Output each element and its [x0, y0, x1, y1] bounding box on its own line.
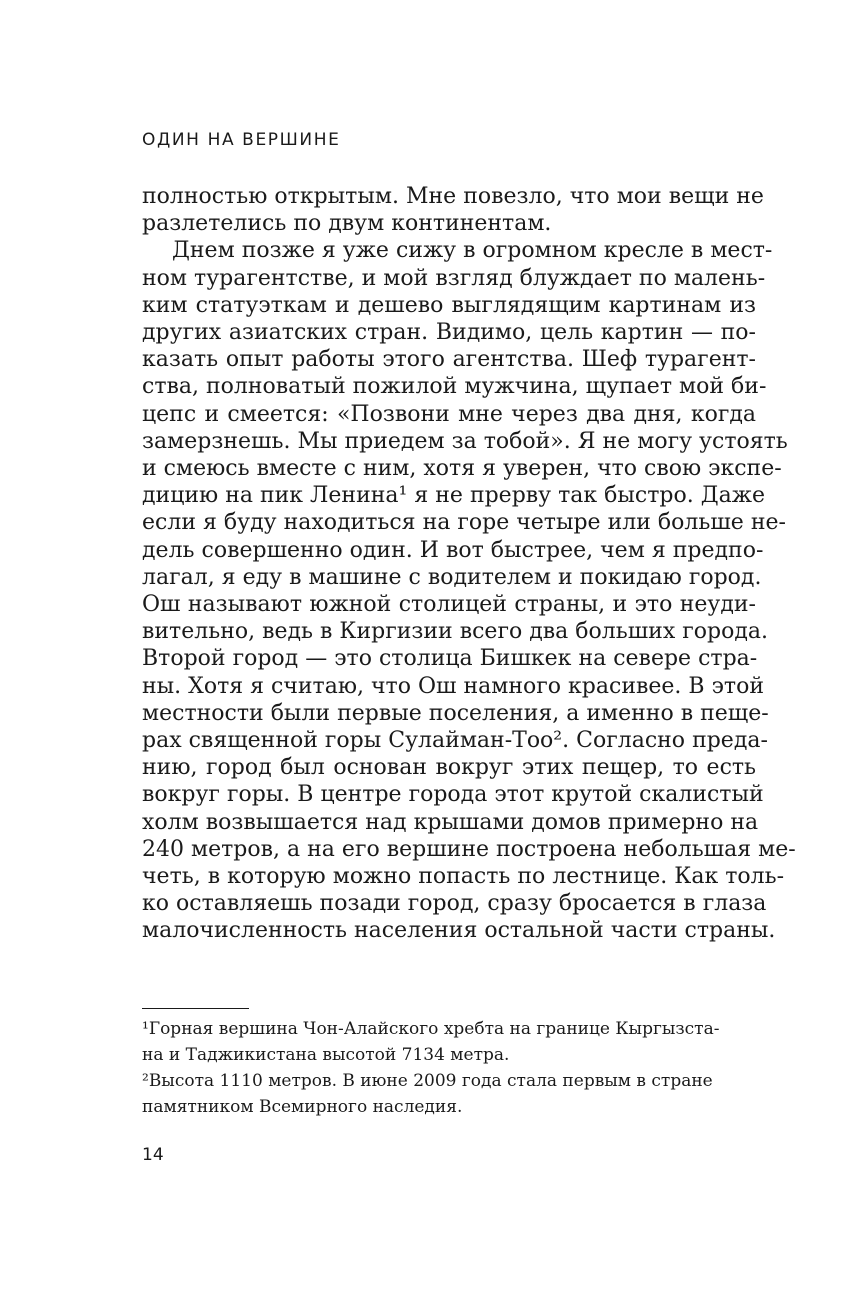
page-number: 14 [142, 1145, 164, 1165]
text-line: ко оставляешь позади город, сразу бросается в глаза [142, 891, 767, 917]
text-line: ства, полноватый пожилой мужчина, щупает мой би- [142, 374, 767, 400]
text-line: вительно, ведь в Киргизии всего два больших города. [142, 619, 769, 645]
text-line: и смеюсь вместе с ним, хотя я уверен, что свою экспе- [142, 456, 782, 482]
text-line: рах священной горы Сулайман-Тоо². Согласно преда- [142, 728, 768, 754]
running-head: ОДИН НА ВЕРШИНЕ [142, 130, 341, 150]
text-line: полностью открытым. Мне повезло, что мои вещи не [142, 184, 764, 209]
text-line: замерзнешь. Мы приедем за тобой». Я не могу устоять [142, 428, 788, 454]
text-line: ким статуэткам и дешево выглядящим картинам из [142, 292, 757, 318]
text-line: ном турагентстве, и мой взгляд блуждает по малень- [142, 265, 766, 291]
footnote-divider [142, 1008, 249, 1009]
text-line: местности были первые поселения, а именно в пеще- [142, 700, 769, 726]
footnote-line: ¹Горная вершина Чон-Алайского хребта на границе Кыргызста- [142, 1019, 720, 1039]
body-text [142, 183, 796, 945]
text-line: лагал, я еду в машине с водителем и покидаю город. [142, 564, 762, 590]
text-line: если я буду находиться на горе четыре или больше не- [142, 510, 786, 536]
text-line: ны. Хотя я считаю, что Ош намного красивее. В этой [142, 673, 764, 699]
text-line: других азиатских стран. Видимо, цель картин — по- [142, 320, 756, 346]
text-line: нию, город был основан вокруг этих пещер, то есть [142, 755, 757, 781]
text-line: холм возвышается над крышами домов примерно на [142, 809, 759, 835]
text-line: вокруг горы. В центре города этот крутой скалистый [142, 782, 764, 808]
text-line: казать опыт работы этого агентства. Шеф турагент- [142, 347, 756, 373]
text-line: Второй город — это столица Бишкек на севере стра- [142, 646, 758, 672]
footnote-line: ²Высота 1110 метров. В июне 2009 года стала первым в стране [142, 1071, 713, 1091]
text-line: 240 метров, а на его вершине построена небольшая ме- [142, 836, 796, 862]
text-line: дицию на пик Ленина¹ я не прерву так быстро. Даже [142, 483, 766, 509]
text-line: малочисленность населения остальной части страны. [142, 918, 776, 944]
text-line: дель совершенно один. И вот быстрее, чем я предпо- [142, 537, 764, 563]
footnotes [142, 1016, 756, 1120]
text-line: Ош называют южной столицей страны, и это неуди- [142, 592, 756, 618]
footnote-line: памятником Всемирного наследия. [142, 1097, 463, 1117]
text-line: четь, в которую можно попасть по лестнице. Как толь- [142, 864, 785, 890]
paragraph-first-line: Днем позже я уже сижу в огромном кресле в мест- [172, 238, 773, 264]
text-line: разлетелись по двум континентам. [142, 211, 552, 237]
footnote-line: на и Таджикистана высотой 7134 метра. [142, 1045, 510, 1065]
text-line: цепс и смеется: «Позвони мне через два дня, когда [142, 401, 757, 427]
